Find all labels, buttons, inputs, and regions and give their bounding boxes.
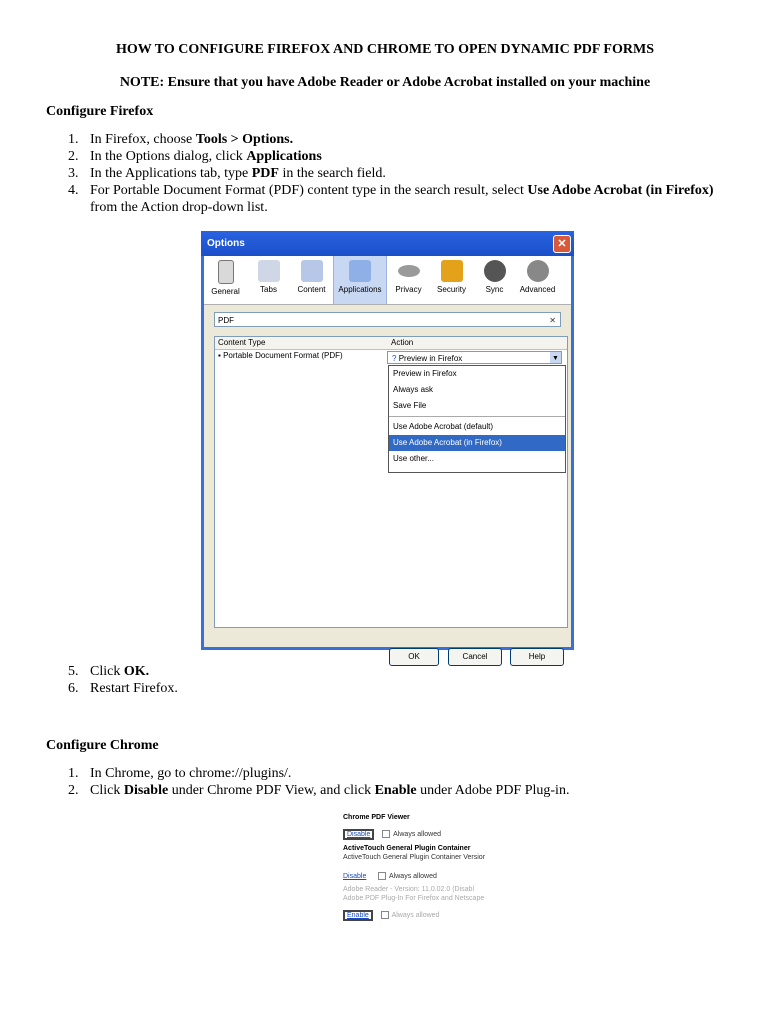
checkbox-label: Always allowed xyxy=(391,911,440,919)
plugin-controls xyxy=(343,830,441,838)
plugin-controls xyxy=(343,872,437,880)
table-row[interactable]: ▪ Portable Document Format (PDF) xyxy=(218,351,343,360)
tab-tabs[interactable]: Tabs xyxy=(247,256,290,304)
divider xyxy=(389,416,565,417)
list-item: 2. In the Options dialog, click Applications xyxy=(68,149,322,164)
clear-icon[interactable]: ✕ xyxy=(549,316,556,325)
menu-item-preview[interactable]: Preview in Firefox xyxy=(393,369,457,378)
list-item: 3. In the Applications tab, type PDF in the search field. xyxy=(68,166,386,181)
content-icon xyxy=(301,260,323,282)
ok-button[interactable]: OK xyxy=(389,648,439,666)
enable-link[interactable]: Enable xyxy=(343,910,373,921)
search-input[interactable]: PDF ✕ xyxy=(214,312,561,327)
menu-item-acrobat-default[interactable]: Use Adobe Acrobat (default) xyxy=(393,422,494,431)
menu-item-save-file[interactable]: Save File xyxy=(393,401,427,410)
tab-privacy[interactable]: Privacy xyxy=(387,256,430,304)
chevron-down-icon: ▼ xyxy=(550,352,561,363)
tab-content[interactable]: Content xyxy=(290,256,333,304)
checkbox-label: Always allowed xyxy=(393,830,441,838)
plugin-version: Adobe Reader - Version: 11.0.02.0 (Disabl xyxy=(343,886,475,893)
list-item: 5. Click OK. xyxy=(68,664,150,679)
cancel-button[interactable]: Cancel xyxy=(448,648,502,666)
plugin-version: ActiveTouch General Plugin Container Versior xyxy=(343,854,486,861)
list-item: 1. In Firefox, choose Tools > Options. xyxy=(68,132,294,147)
tab-applications[interactable]: Applications xyxy=(333,256,387,304)
mask-icon xyxy=(398,265,420,277)
dialog-titlebar xyxy=(201,231,574,256)
help-button[interactable]: Help xyxy=(510,648,564,666)
firefox-heading: Configure Firefox xyxy=(46,104,154,119)
dialog-title: Options xyxy=(207,238,245,249)
note: NOTE: Ensure that you have Adobe Reader or Adobe Acrobat installed on your machine xyxy=(119,75,651,90)
lock-icon xyxy=(441,260,463,282)
menu-item-always-ask[interactable]: Always ask xyxy=(393,385,434,394)
list-item: 1. In Chrome, go to chrome://plugins/. xyxy=(68,766,292,781)
action-dropdown[interactable]: ? Preview in Firefox ▼ xyxy=(387,351,562,364)
col-action[interactable]: Action xyxy=(391,338,414,347)
options-dialog xyxy=(201,231,574,661)
options-tabs xyxy=(204,256,571,305)
action-menu xyxy=(388,365,566,473)
always-allowed-checkbox[interactable] xyxy=(382,830,390,838)
tab-general[interactable]: General xyxy=(204,256,247,304)
close-icon[interactable]: ✕ xyxy=(553,235,571,253)
always-allowed-checkbox[interactable] xyxy=(378,872,386,880)
tab-advanced[interactable]: Advanced xyxy=(516,256,559,304)
list-item: 2. Click Disable under Chrome PDF View, and click Enable under Adobe PDF Plug-in. xyxy=(68,783,570,798)
always-allowed-checkbox[interactable] xyxy=(381,911,389,919)
plugin-title: Chrome PDF Viewer xyxy=(343,814,410,821)
list-item: 6. Restart Firefox. xyxy=(68,681,178,696)
tab-security[interactable]: Security xyxy=(430,256,473,304)
firefox-steps xyxy=(46,131,726,216)
tabs-icon xyxy=(258,260,280,282)
chrome-steps xyxy=(46,765,726,799)
sync-icon xyxy=(484,260,506,282)
chrome-heading: Configure Chrome xyxy=(46,738,159,753)
firefox-steps-2 xyxy=(46,663,726,697)
tab-sync[interactable]: Sync xyxy=(473,256,516,304)
col-content-type[interactable]: Content Type xyxy=(218,338,266,347)
content-type-list xyxy=(214,336,568,628)
menu-item-use-other[interactable]: Use other... xyxy=(393,454,434,463)
applications-icon xyxy=(349,260,371,282)
plugin-controls xyxy=(343,911,439,919)
plugin-title: ActiveTouch General Plugin Container xyxy=(343,845,471,852)
menu-item-acrobat-firefox[interactable]: Use Adobe Acrobat (in Firefox) xyxy=(389,435,565,451)
gear-icon xyxy=(527,260,549,282)
disable-link[interactable]: Disable xyxy=(343,872,367,880)
checkbox-label: Always allowed xyxy=(389,872,437,880)
list-item: 4. For Portable Document Format (PDF) content type in the search result, select Use Adobe Acrobat (in Firefox) from the Action drop-down list. xyxy=(68,183,714,215)
plugin-description: Adobe PDF Plug-In For Firefox and Netscape xyxy=(343,895,485,902)
chrome-plugins-panel xyxy=(334,808,494,926)
general-icon xyxy=(218,260,234,284)
disable-link[interactable]: Disable xyxy=(343,829,374,840)
page-title: HOW TO CONFIGURE FIREFOX AND CHROME TO OPEN DYNAMIC PDF FORMS xyxy=(116,42,654,57)
